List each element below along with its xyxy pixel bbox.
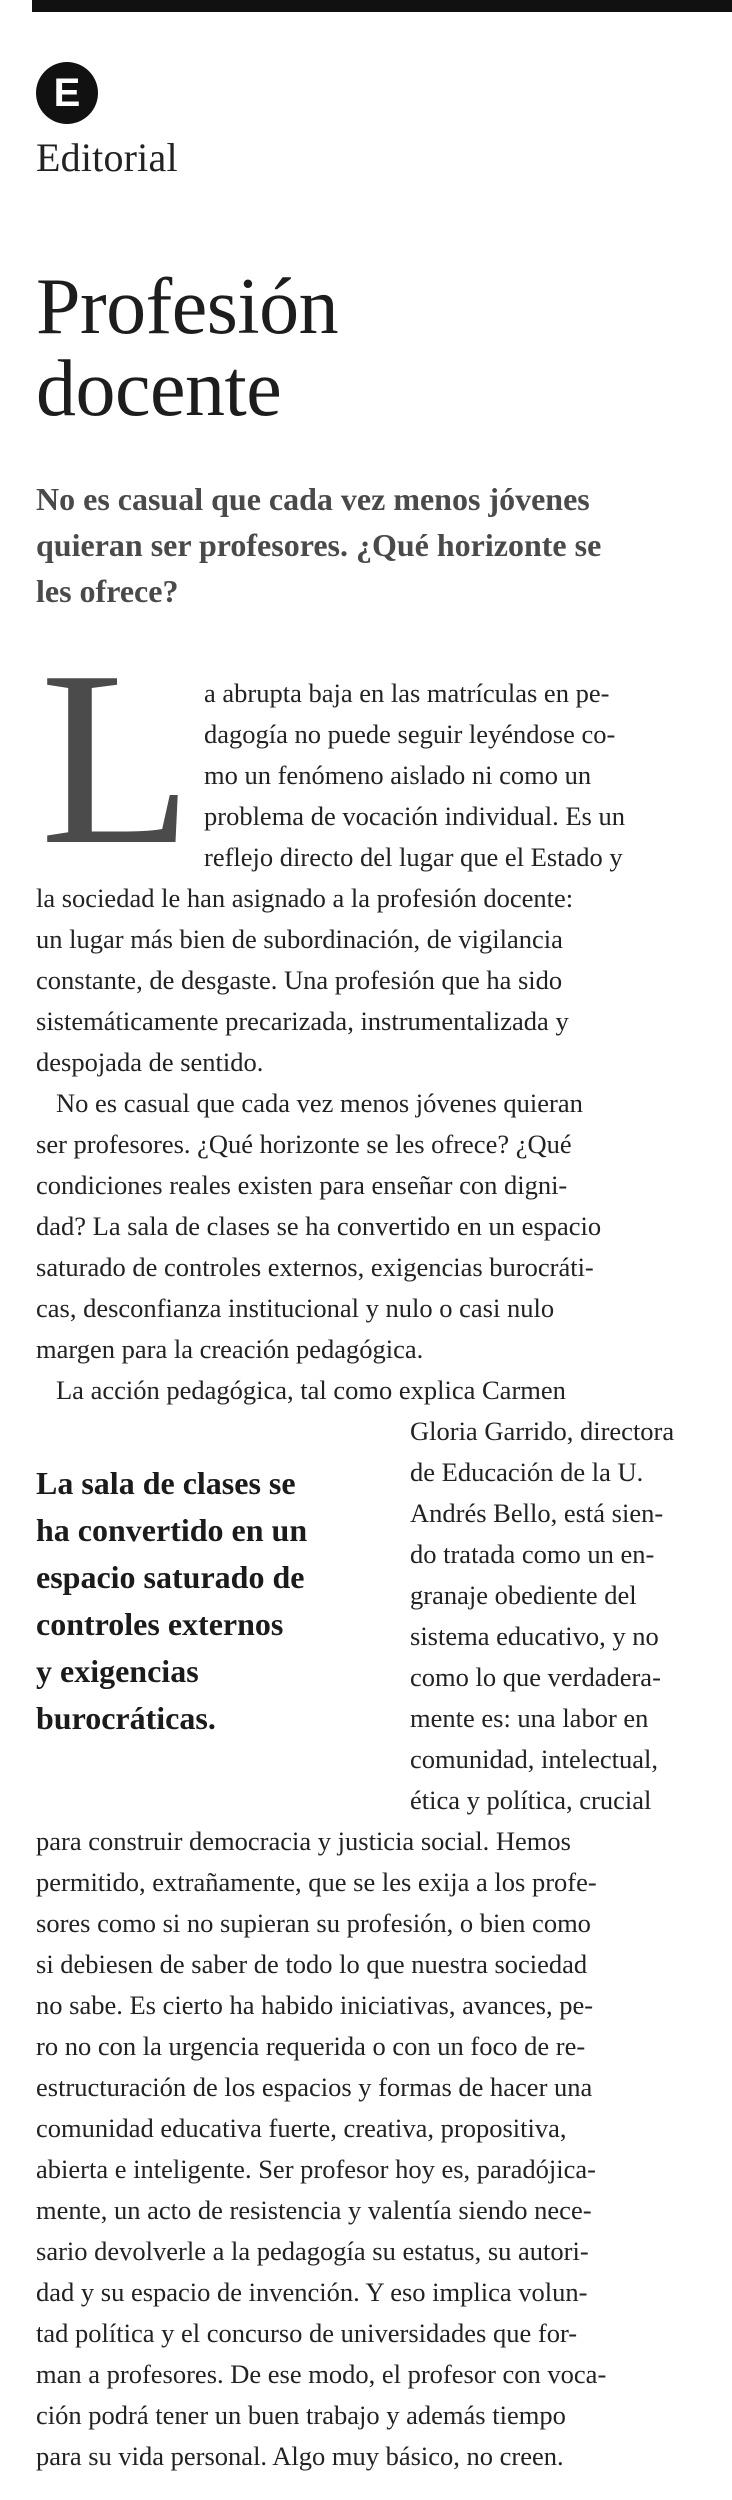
pull-quote-line: controles externos: [36, 1606, 284, 1642]
body-line: la sociedad le han asignado a la profesión docente:: [36, 883, 574, 913]
body-line: constante, de desgaste. Una profesión que ha sido: [36, 965, 563, 995]
body-line: sistemáticamente precarizada, instrumentalizada y: [36, 1006, 569, 1036]
body-line: No es casual que cada vez menos jóvenes quieran: [56, 1088, 583, 1118]
body-line: granaje obediente del: [410, 1580, 637, 1610]
pull-quote-line: y exigencias: [36, 1653, 199, 1689]
body-line: despojada de sentido.: [36, 1047, 264, 1077]
pull-quote-line: espacio saturado de: [36, 1559, 305, 1595]
lead-line: quieran ser profesores. ¿Qué horizonte se: [36, 527, 602, 563]
body-line: cas, desconfianza institucional y nulo o casi nulo: [36, 1293, 555, 1323]
body-line: sores como si no supieran su profesión, o bien como: [36, 1908, 591, 1938]
body-line: para construir democracia y justicia social. Hemos: [36, 1826, 571, 1856]
body-line: comunidad, intelectual,: [410, 1744, 658, 1774]
body-line: do tratada como un en-: [410, 1539, 655, 1569]
pull-quote: [36, 1460, 396, 1742]
headline-line: docente: [36, 345, 282, 433]
body-line: comunidad educativa fuerte, creativa, propositiva,: [36, 2113, 567, 2143]
body-line: mente es: una labor en: [410, 1703, 649, 1733]
body-line: sistema educativo, y no: [410, 1621, 659, 1651]
body-line: abierta e inteligente. Ser profesor hoy es, paradójica-: [36, 2154, 596, 2184]
body-line: ción podrá tener un buen trabajo y además tiempo: [36, 2400, 566, 2430]
body-line: dad? La sala de clases se ha convertido en un espacio: [36, 1211, 602, 1241]
body-line: tad política y el concurso de universidades que for-: [36, 2318, 578, 2348]
body-line: condiciones reales existen para enseñar con digni-: [36, 1170, 568, 1200]
editorial-badge-icon: E: [36, 62, 98, 124]
body-line: de Educación de la U.: [410, 1457, 644, 1487]
pull-quote-line: La sala de clases se: [36, 1465, 296, 1501]
body-line: La acción pedagógica, tal como explica Carmen: [56, 1375, 566, 1405]
headline-line: Profesión: [36, 263, 339, 351]
pull-quote-line: ha convertido en un: [36, 1512, 308, 1548]
body-line: si debiesen de saber de todo lo que nuestra sociedad: [36, 1949, 588, 1979]
body-line: un lugar más bien de subordinación, de vigilancia: [36, 924, 563, 954]
lead-line: No es casual que cada vez menos jóvenes: [36, 481, 590, 517]
body-line: ética y política, crucial: [410, 1785, 652, 1815]
body-line: dagogía no puede seguir leyéndose co-: [204, 719, 616, 749]
body-line: a abrupta baja en las matrículas en pe-: [204, 678, 610, 708]
section-label: Editorial: [36, 135, 178, 180]
body-line: margen para la creación pedagógica.: [36, 1334, 424, 1364]
body-line: mente, un acto de resistencia y valentía siendo nece-: [36, 2195, 592, 2225]
body-line: man a profesores. De ese modo, el profesor con voca-: [36, 2359, 607, 2389]
headline: [36, 263, 696, 433]
body-line: Gloria Garrido, directora: [410, 1416, 675, 1446]
body-line: dad y su espacio de invención. Y eso implica volun-: [36, 2277, 588, 2307]
body-line: permitido, extrañamente, que se les exija a los profe-: [36, 1867, 597, 1897]
body-line: mo un fenómeno aislado ni como un: [204, 760, 592, 790]
body-line: para su vida personal. Algo muy básico, no creen.: [36, 2441, 564, 2471]
body-line: estructuración de los espacios y formas de hacer una: [36, 2072, 593, 2102]
body-line: problema de vocación individual. Es un: [204, 801, 625, 831]
body-line: reflejo directo del lugar que el Estado y: [204, 842, 623, 872]
pull-quote-line: burocráticas.: [36, 1700, 216, 1736]
lead-summary: [36, 476, 696, 614]
body-line: Andrés Bello, está sien-: [410, 1498, 664, 1528]
drop-cap: L: [40, 620, 193, 897]
body-line: ser profesores. ¿Qué horizonte se les ofrece? ¿Qué: [36, 1129, 572, 1159]
body-line: como lo que verdadera-: [410, 1662, 661, 1692]
top-rule: [32, 0, 732, 12]
lead-line: les ofrece?: [36, 573, 179, 609]
body-line: saturado de controles externos, exigencias burocráti-: [36, 1252, 594, 1282]
body-line: no sabe. Es cierto ha habido iniciativas, avances, pe-: [36, 1990, 594, 2020]
body-line: sario devolverle a la pedagogía su estatus, su autori-: [36, 2236, 589, 2266]
body-line: ro no con la urgencia requerida o con un foco de re-: [36, 2031, 586, 2061]
